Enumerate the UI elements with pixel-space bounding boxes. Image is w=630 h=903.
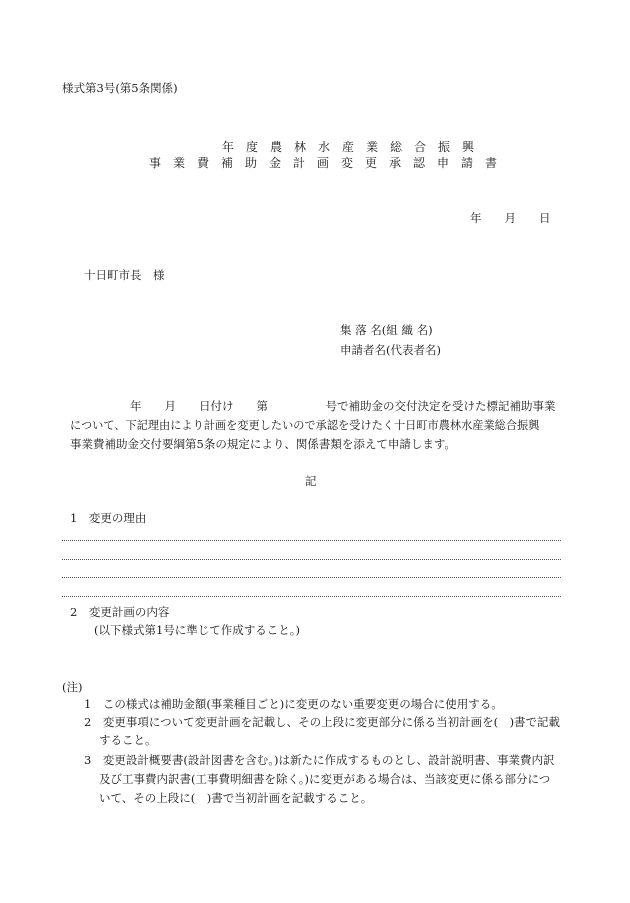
applicant-name-label: 申請者名(代表者名) xyxy=(340,343,441,357)
dotted-line-3 xyxy=(62,577,561,578)
submission-date: 年 月 日 xyxy=(470,211,551,225)
dotted-line-1 xyxy=(62,540,561,541)
dotted-line-4 xyxy=(62,596,561,597)
title-line-2: 事 業 費 補 助 金 計 画 変 更 承 認 申 請 書 xyxy=(149,156,498,170)
section-1-heading: 1 変更の理由 xyxy=(70,511,147,525)
note-2-line-1: 2 変更事項について変更計画を記載し、その上段に変更部分に係る当初計画を( )書で記載 xyxy=(84,715,561,729)
note-1: 1 この様式は補助金額(事業種目ごと)に変更のない重要変更の場合に使用する。 xyxy=(84,697,503,711)
note-3-line-2: 及び工事費内訳書(工事費明細書を除く。)に変更がある場合は、当該変更に係る部分につ xyxy=(99,772,551,786)
note-2-line-2: すること。 xyxy=(99,733,157,747)
body-line-1: 年 月 日付け 第 号で補助金の交付決定を受けた標記補助事業 xyxy=(130,399,556,413)
form-number-label: 様式第3号(第5条関係) xyxy=(62,81,178,95)
ki-heading: 記 xyxy=(305,474,317,488)
notes-label: (注) xyxy=(62,680,83,694)
addressee: 十日町市長 様 xyxy=(84,268,165,282)
note-3-line-1: 3 変更設計概要書(設計図書を含む。)は新たに作成するものとし、設計説明書、事業費内訳 xyxy=(84,753,555,767)
org-name-label: 集 落 名(組 織 名) xyxy=(340,323,433,337)
note-3-line-3: いて、その上段に( )書で当初計画を記載すること。 xyxy=(99,791,373,805)
title-line-1: 年 度 農 林 水 産 業 総 合 振 興 xyxy=(222,140,475,154)
body-line-2: について、下記理由により計画を変更したいので承認を受けたく十日町市農林水産業総合振興 xyxy=(70,419,540,432)
section-2-note: (以下様式第1号に準じて作成すること。) xyxy=(94,623,301,637)
dotted-line-2 xyxy=(62,559,561,560)
section-2-heading: 2 変更計画の内容 xyxy=(70,605,170,619)
body-line-3: 事業費補助金交付要綱第5条の規定により、関係書類を添えて申請します。 xyxy=(70,437,456,451)
